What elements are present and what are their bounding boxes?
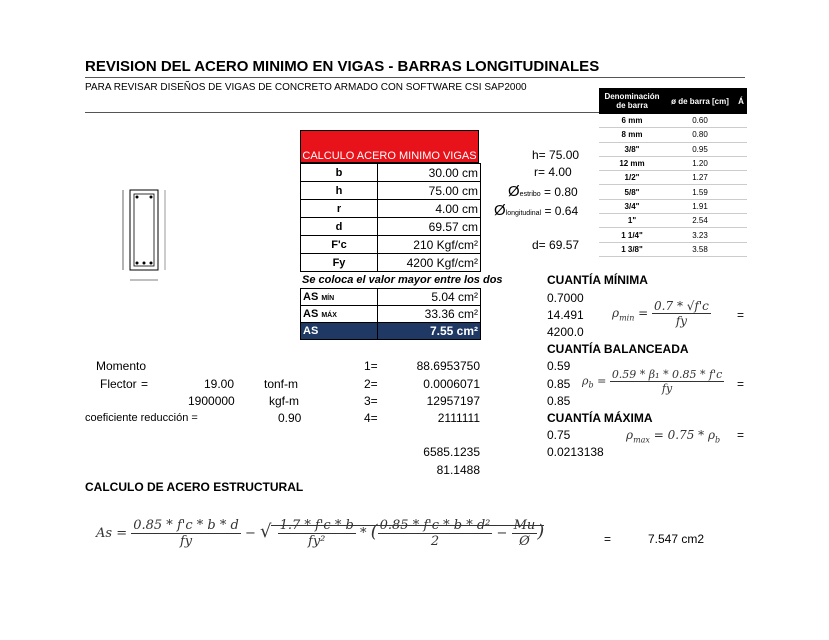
bar-diameter: 0.80 bbox=[665, 128, 735, 142]
equals-sign: = bbox=[737, 428, 745, 442]
row-value: 33.36 cm² bbox=[378, 306, 481, 323]
page-subtitle: PARA REVISAR DISEÑOS DE VIGAS DE CONCRETO ARMADO CON SOFTWARE CSI SAP2000 bbox=[85, 82, 527, 93]
cuantia-maxima-value: 0.75 bbox=[547, 428, 571, 442]
cuantia-minima-value: 14.491 bbox=[547, 308, 584, 322]
table-row bbox=[599, 142, 747, 156]
empty-cell bbox=[735, 214, 747, 228]
momento-equals: = bbox=[141, 377, 149, 391]
table-row bbox=[301, 289, 481, 306]
column-header: Denominación de barra bbox=[599, 88, 665, 114]
equals-sign: = bbox=[737, 377, 745, 391]
table-row bbox=[599, 156, 747, 170]
bar-diameter: 3.58 bbox=[665, 242, 735, 256]
bar-diameter: 0.60 bbox=[665, 114, 735, 128]
d-value: d= 69.57 bbox=[532, 238, 580, 252]
cuantia-maxima-title: CUANTÍA MÁXIMA bbox=[547, 411, 653, 425]
row-label: F'c bbox=[301, 236, 378, 254]
extra-value: 81.1488 bbox=[436, 463, 480, 477]
as-table bbox=[300, 288, 481, 340]
bar-name: 1 3/8" bbox=[599, 242, 665, 256]
rho-min-formula: $\rho_{min}$ = $\frac{0.7 * √f'c}{fy}$ bbox=[612, 299, 709, 328]
bar-name: 1 1/4" bbox=[599, 228, 665, 242]
cuantia-balanceada-title: CUANTÍA BALANCEADA bbox=[547, 342, 689, 356]
bar-name: 12 mm bbox=[599, 156, 665, 170]
flector-label: Flector bbox=[100, 377, 137, 391]
estructural-title: CALCULO DE ACERO ESTRUCTURAL bbox=[85, 480, 304, 494]
row-label: Fy bbox=[301, 254, 378, 272]
table-row bbox=[599, 185, 747, 199]
coef-label: coeficiente reducción = bbox=[85, 412, 198, 424]
bar-name: 1" bbox=[599, 214, 665, 228]
bar-name: 6 mm bbox=[599, 114, 665, 128]
step-key: 3= bbox=[364, 394, 378, 408]
bar-diameter: 3.23 bbox=[665, 228, 735, 242]
h-value: h= 75.00 bbox=[532, 148, 580, 162]
r-value: r= 4.00 bbox=[534, 165, 572, 179]
table-row bbox=[301, 182, 481, 200]
result-value: 7.547 cm2 bbox=[648, 532, 705, 546]
empty-cell bbox=[735, 142, 747, 156]
calc-note: Se coloca el valor mayor entre los dos bbox=[302, 274, 503, 286]
table-header-row bbox=[599, 88, 747, 114]
rho-max-formula: $\rho_{max} = 0.75 * \rho_b$ bbox=[626, 428, 721, 445]
rho-b-formula: $\rho_b$ = $\frac{\text{0.59 * β₁ * 0.85 * f'c}}{fy}$ bbox=[582, 368, 723, 395]
column-header: ø de barra [cm] bbox=[665, 88, 735, 114]
step-key: 4= bbox=[364, 411, 378, 425]
table-row bbox=[301, 164, 481, 182]
column-header: Á bbox=[735, 88, 747, 114]
momento-value-tonf: 19.00 bbox=[204, 377, 235, 391]
empty-cell bbox=[735, 228, 747, 242]
bar-name: 3/4" bbox=[599, 199, 665, 213]
bar-name: 8 mm bbox=[599, 128, 665, 142]
empty-cell bbox=[735, 128, 747, 142]
empty-cell bbox=[735, 114, 747, 128]
row-value: 75.00 cm bbox=[378, 182, 481, 200]
table-row bbox=[301, 236, 481, 254]
subtitle-underline bbox=[85, 112, 600, 113]
bar-diameter-table bbox=[599, 88, 747, 257]
step-value: 2111111 bbox=[437, 411, 480, 425]
table-row bbox=[599, 242, 747, 256]
step-key: 2= bbox=[364, 377, 378, 391]
cuantia-minima-value: 0.7000 bbox=[547, 291, 584, 305]
table-row bbox=[301, 200, 481, 218]
bar-diameter: 1.27 bbox=[665, 171, 735, 185]
row-value: 210 Kgf/cm² bbox=[378, 236, 481, 254]
calc-table bbox=[300, 163, 481, 272]
beam-section-drawing bbox=[115, 172, 175, 292]
bar-diameter: 1.20 bbox=[665, 156, 735, 170]
bar-diameter: 1.59 bbox=[665, 185, 735, 199]
page-title: REVISION DEL ACERO MINIMO EN VIGAS - BARRAS LONGITUDINALES bbox=[85, 58, 600, 75]
row-label: r bbox=[301, 200, 378, 218]
row-value: 4.00 cm bbox=[378, 200, 481, 218]
cuantia-minima-title: CUANTÍA MÍNIMA bbox=[547, 273, 648, 287]
table-row bbox=[599, 228, 747, 242]
step-key: 1= bbox=[364, 359, 378, 373]
result-equals: = bbox=[604, 532, 612, 546]
bar-diameter: 1.91 bbox=[665, 199, 735, 213]
row-value: 7.55 cm² bbox=[378, 323, 481, 340]
table-row bbox=[599, 171, 747, 185]
row-label: h bbox=[301, 182, 378, 200]
empty-cell bbox=[735, 171, 747, 185]
empty-cell bbox=[735, 199, 747, 213]
empty-cell bbox=[735, 242, 747, 256]
as-structural-formula: As = $\frac{0.85 * f'c * b * d}{fy}$ − √ $\frac{1.7 * f'c * b}{\text{fy²}}$ * ( $\frac{\text{0.85 * f'c * b * d²}}{2}$ − $\frac{Mu}{Ø}$ ) bbox=[96, 518, 545, 549]
calc-table-heading: CALCULO ACERO MINIMO VIGAS bbox=[300, 130, 479, 163]
equals-sign: = bbox=[737, 308, 745, 322]
cuantia-balanceada-value: 0.59 bbox=[547, 359, 571, 373]
table-row bbox=[301, 254, 481, 272]
table-row bbox=[599, 199, 747, 213]
cuantia-balanceada-value: 0.85 bbox=[547, 377, 571, 391]
cuantia-maxima-value: 0.0213138 bbox=[547, 445, 604, 459]
longitudinal-value: Ølongitudinal = 0.64 bbox=[494, 202, 579, 219]
bar-name: 1/2" bbox=[599, 171, 665, 185]
row-label: AS bbox=[301, 323, 378, 340]
empty-cell bbox=[735, 156, 747, 170]
bar-diameter: 0.95 bbox=[665, 142, 735, 156]
table-row bbox=[301, 323, 481, 340]
row-value: 5.04 cm² bbox=[378, 289, 481, 306]
title-underline bbox=[85, 77, 745, 78]
bar-diameter: 2.54 bbox=[665, 214, 735, 228]
momento-label: Momento bbox=[96, 359, 147, 373]
table-row bbox=[599, 114, 747, 128]
step-value: 0.0006071 bbox=[423, 377, 480, 391]
empty-cell bbox=[735, 185, 747, 199]
table-row bbox=[599, 128, 747, 142]
step-value: 12957197 bbox=[426, 394, 480, 408]
row-value: 30.00 cm bbox=[378, 164, 481, 182]
row-value: 4200 Kgf/cm² bbox=[378, 254, 481, 272]
row-label: AS MÁX bbox=[301, 306, 378, 323]
coef-value: 0.90 bbox=[278, 411, 302, 425]
cuantia-balanceada-value: 0.85 bbox=[547, 394, 571, 408]
bar-name: 5/8" bbox=[599, 185, 665, 199]
momento-unit-kgf: kgf-m bbox=[269, 394, 299, 408]
cuantia-minima-value: 4200.0 bbox=[547, 325, 584, 339]
estribo-value: Øestribo = 0.80 bbox=[508, 183, 578, 200]
table-row bbox=[599, 214, 747, 228]
row-label: b bbox=[301, 164, 378, 182]
table-row bbox=[301, 306, 481, 323]
step-value: 88.6953750 bbox=[416, 359, 480, 373]
extra-value: 6585.1235 bbox=[423, 445, 480, 459]
momento-unit-tonf: tonf-m bbox=[264, 377, 299, 391]
row-label: AS MÍN bbox=[301, 289, 378, 306]
row-value: 69.57 cm bbox=[378, 218, 481, 236]
table-row bbox=[301, 218, 481, 236]
momento-value-kgf: 1900000 bbox=[188, 394, 235, 408]
bar-name: 3/8" bbox=[599, 142, 665, 156]
row-label: d bbox=[301, 218, 378, 236]
